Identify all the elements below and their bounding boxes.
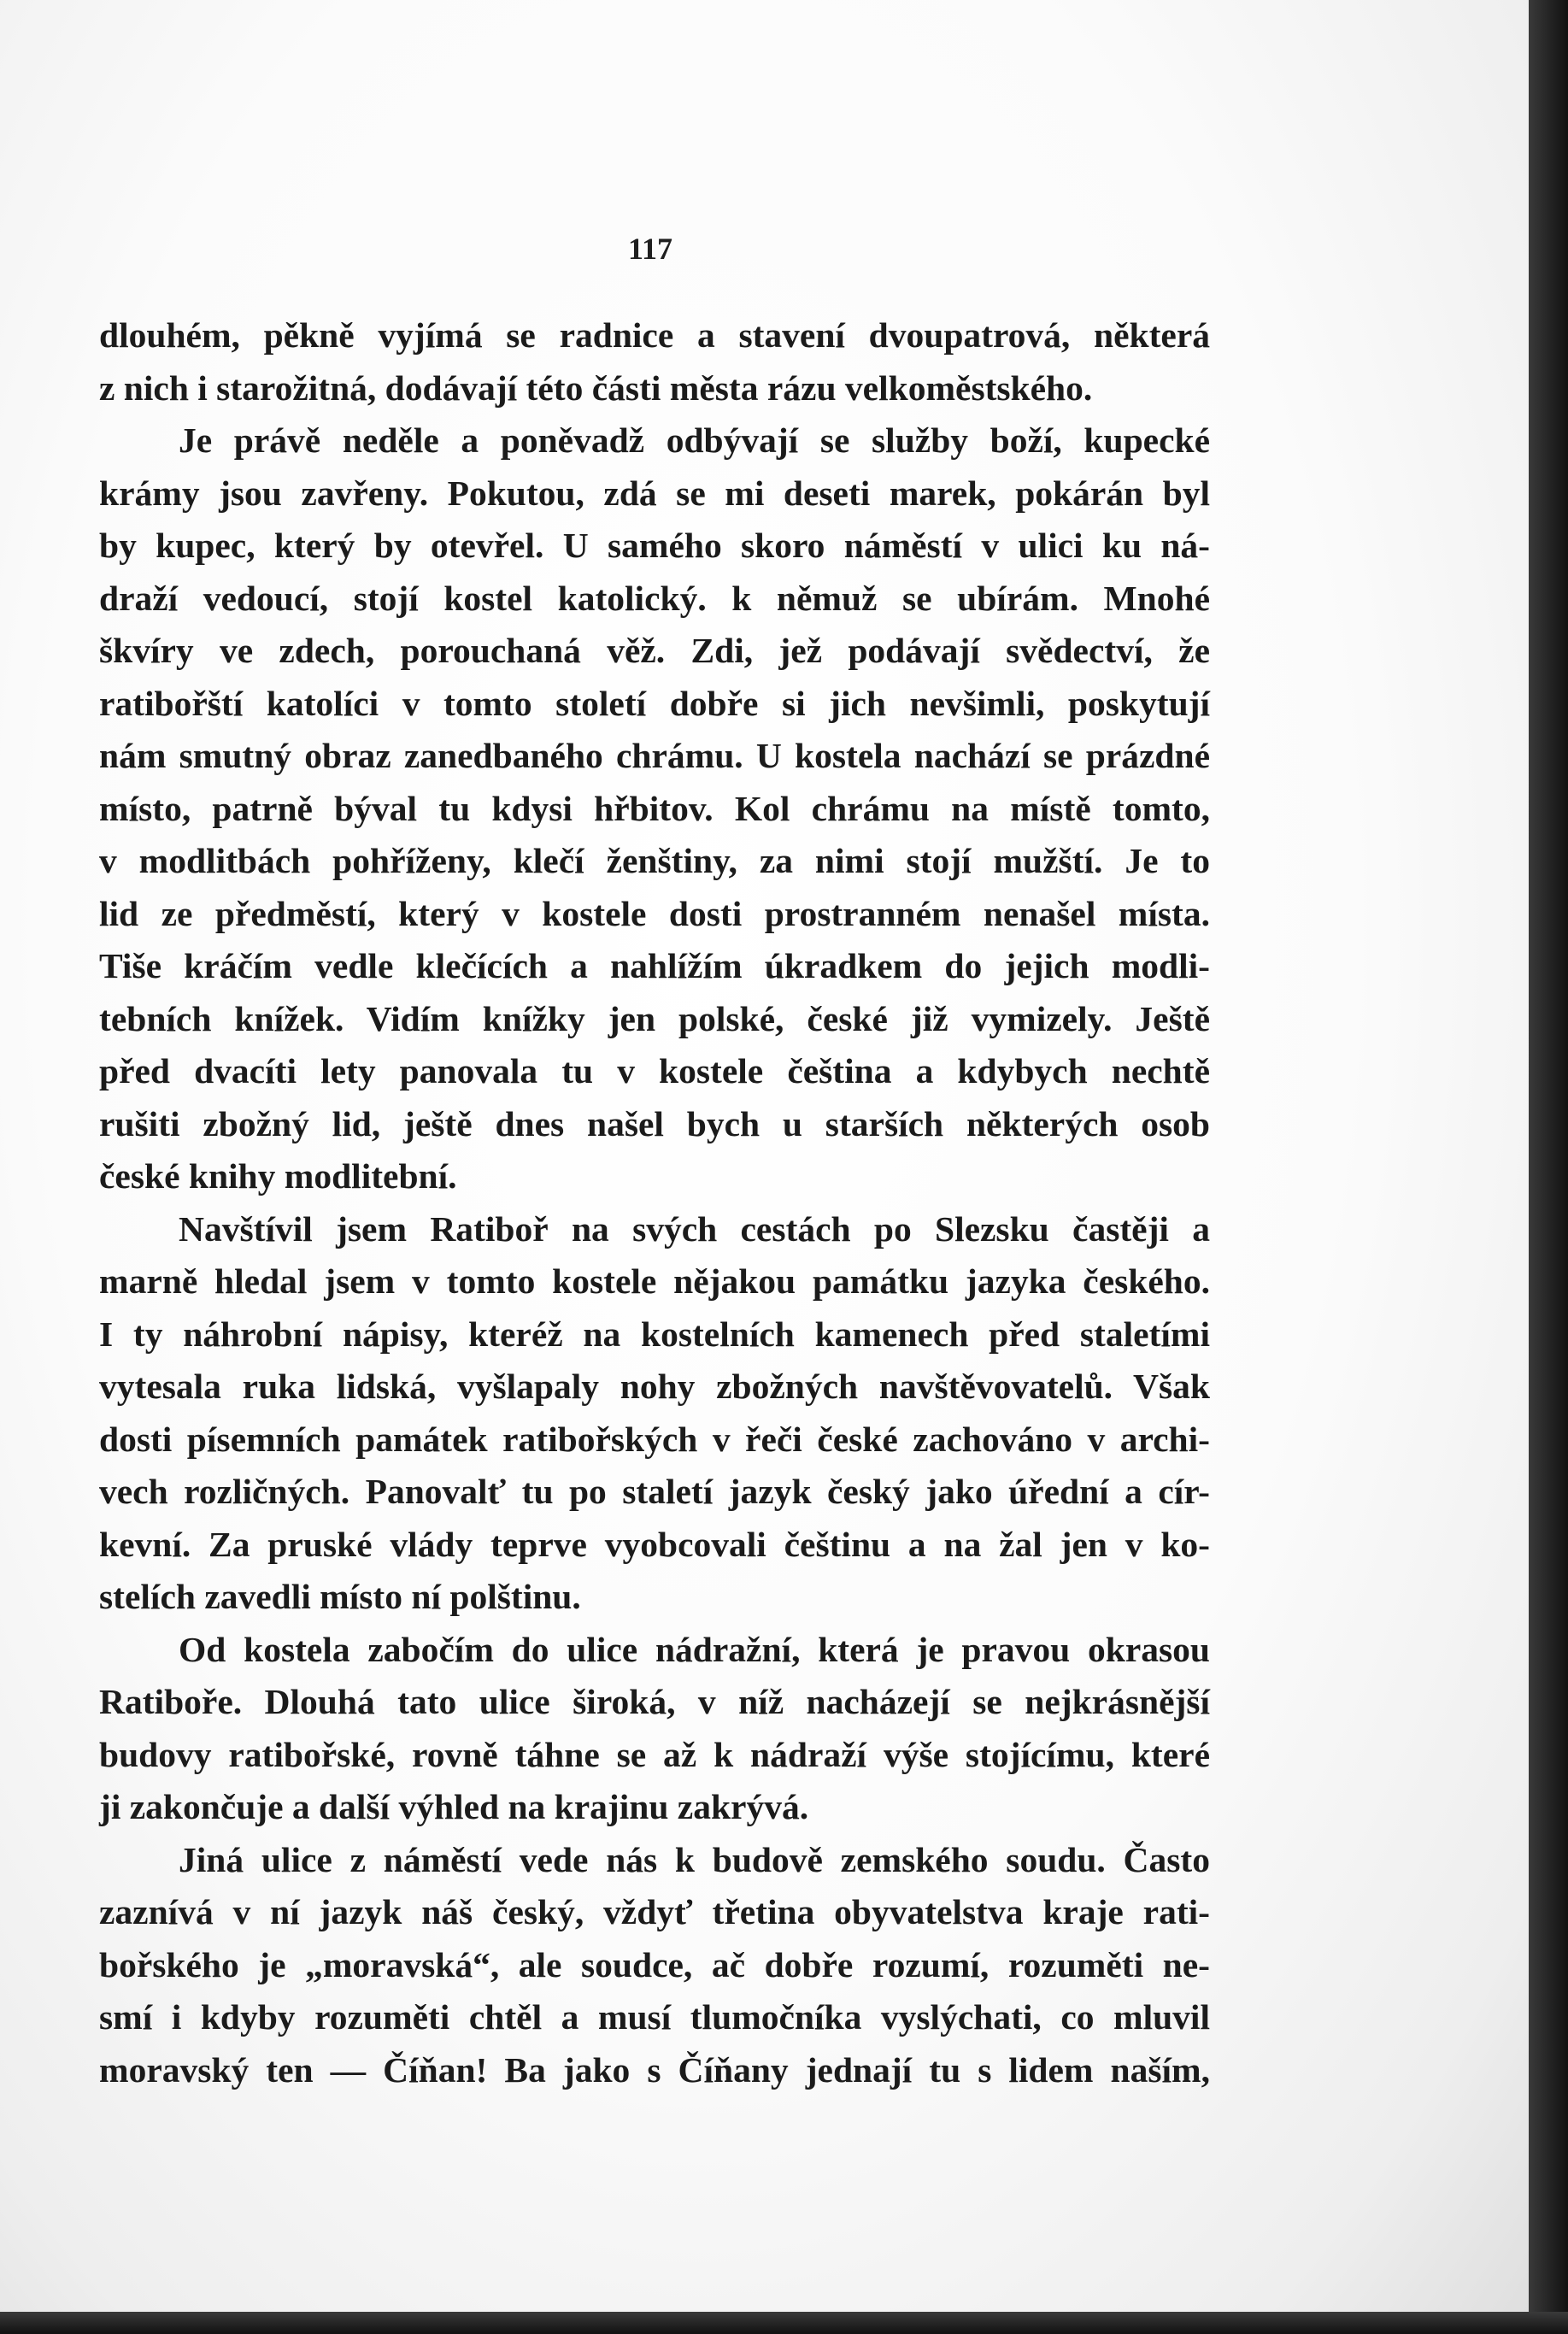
text-line: bořského je „moravská“, ale soudce, ač dobře rozumí, rozuměti ne-: [99, 1944, 1210, 1984]
text-line: Navštívil jsem Ratiboř na svých cestách po Slezsku častěji a: [179, 1208, 1210, 1249]
text-line: místo, patrně býval tu kdysi hřbitov. Kol chrámu na místě tomto,: [99, 788, 1210, 828]
text-line: Je právě neděle a poněvadž odbývají se služby boží, kupecké: [179, 420, 1210, 460]
text-line: moravský ten — Číňan! Ba jako s Číňany jednají tu s lidem naším,: [99, 2049, 1210, 2090]
text-line: Tiše kráčím vedle klečících a nahlížím úkradkem do jejich modli-: [99, 946, 1210, 985]
text-line: smí i kdyby rozuměti chtěl a musí tlumočníka vyslýchati, co mluvil: [99, 1997, 1210, 2037]
text-line: krámy jsou zavřeny. Pokutou, zdá se mi deseti marek, pokárán byl: [99, 473, 1210, 513]
body-text: [99, 309, 1210, 2096]
text-line: I ty náhrobní nápisy, kteréž na kostelních kamenech před staletími: [99, 1314, 1210, 1354]
text-line: ji zakončuje a další výhled na krajinu zakrývá.: [99, 1787, 809, 1826]
text-line: ratibořští katolíci v tomto století dobře si jich nevšimli, poskytují: [99, 683, 1210, 723]
text-line: před dvacíti lety panovala tu v kostele čeština a kdybych nechtě: [99, 1051, 1210, 1091]
text-line: rušiti zbožný lid, ještě dnes našel bych u starších některých osob: [99, 1103, 1210, 1143]
text-line: Od kostela zabočím do ulice nádražní, která je pravou okrasou: [179, 1629, 1210, 1669]
text-line: vech rozličných. Panovalť tu po staletí jazyk český jako úřední a cír-: [99, 1472, 1210, 1511]
text-line: vytesala ruka lidská, vyšlapaly nohy zbožných navštěvovatelů. Však: [99, 1367, 1210, 1406]
text-line: lid ze předměstí, který v kostele dosti prostranném nenašel místa.: [99, 893, 1210, 933]
text-line: české knihy modlitební.: [99, 1156, 457, 1196]
text-line: z nich i starožitná, dodávají této části města rázu velkoměstského.: [99, 367, 1093, 408]
scan-edge-right: [1529, 0, 1568, 2334]
scan-edge-bottom: [0, 2312, 1568, 2334]
text-line: dosti písemních památek ratibořských v řeči české zachováno v archi-: [99, 1419, 1210, 1459]
text-line: zaznívá v ní jazyk náš český, vždyť třetina obyvatelstva kraje rati-: [99, 1892, 1210, 1931]
text-line: škvíry ve zdech, porouchaná věž. Zdi, jež podávají svědectví, že: [99, 631, 1210, 670]
text-line: tebních knížek. Vidím knížky jen polské, české již vymizely. Ještě: [99, 998, 1210, 1038]
text-line: dlouhém, pěkně vyjímá se radnice a stavení dvoupatrová, některá: [99, 315, 1210, 355]
page-number: 117: [628, 232, 673, 266]
text-line: stelích zavedli místo ní polštinu.: [99, 1577, 581, 1616]
text-line: v modlitbách pohříženy, klečí ženštiny, za nimi stojí mužští. Je to: [99, 841, 1210, 880]
text-line: budovy ratibořské, rovně táhne se až k nádraží výše stojícímu, které: [99, 1734, 1210, 1774]
text-line: kevní. Za pruské vlády teprve vyobcovali češtinu a na žal jen v ko-: [99, 1524, 1210, 1564]
text-line: Ratiboře. Dlouhá tato ulice široká, v níž nacházejí se nejkrásnější: [99, 1682, 1210, 1721]
text-line: marně hledal jsem v tomto kostele nějakou památku jazyka českého.: [99, 1261, 1210, 1301]
text-line: Jiná ulice z náměstí vede nás k budově zemského soudu. Často: [179, 1839, 1210, 1879]
text-line: draží vedoucí, stojí kostel katolický. k němuž se ubírám. Mnohé: [99, 578, 1210, 618]
text-line: nám smutný obraz zanedbaného chrámu. U kostela nachází se prázdné: [99, 736, 1210, 775]
text-line: by kupec, který by otevřel. U samého skoro náměstí v ulici ku ná-: [99, 526, 1210, 565]
